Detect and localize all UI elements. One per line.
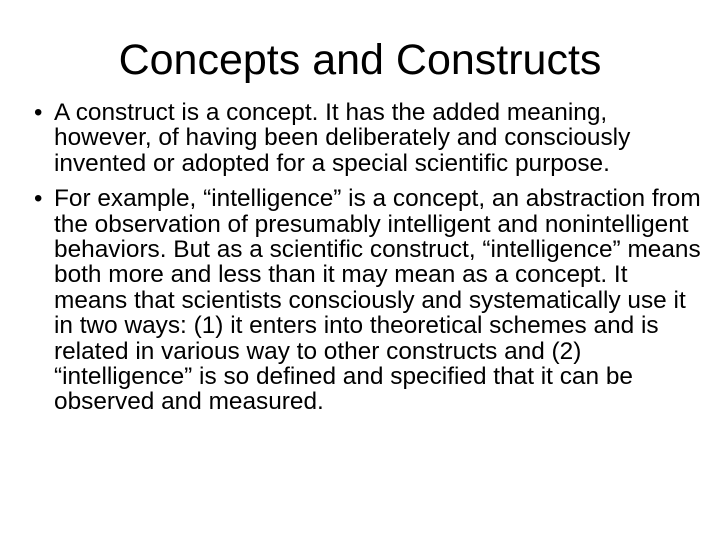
bullet-icon: • <box>34 185 43 213</box>
bullet-icon: • <box>34 99 43 126</box>
bullet-text: For example, “intelligence” is a concept, an abstraction from the observation of presumably intelligent and nonintelligent behaviors. But as a scientific construct, “intelligence” means both more and less than it may mean as a concept. It means that scientists consciously and systematically use it in two ways: (1) it enters into theoretical schemes and is related in various way to other constructs and (2) “intelligence” is so defined and specified that it can be observed and measured. <box>54 185 701 416</box>
bullet-list <box>34 100 702 425</box>
slide-title: Concepts and Constructs <box>118 36 602 84</box>
bullet-item <box>34 100 702 176</box>
bullet-item <box>34 186 702 415</box>
bullet-text: A construct is a concept. It has the added meaning, however, of having been deliberately and consciously invented or adopted for a special scientific purpose. <box>54 99 631 177</box>
